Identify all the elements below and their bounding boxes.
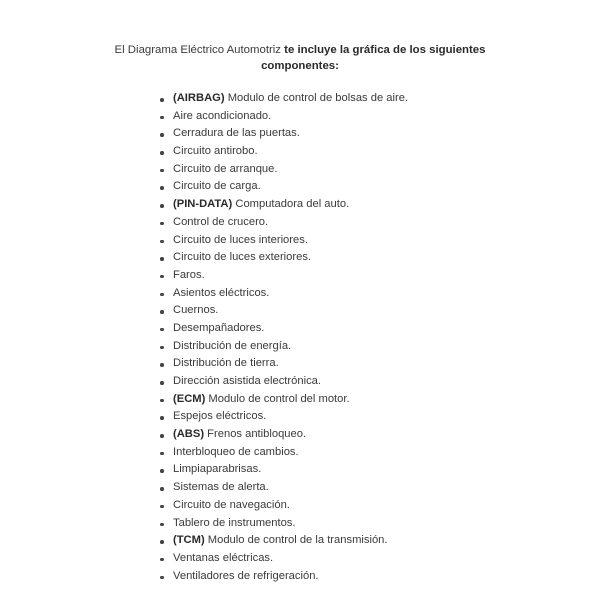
bullet-icon bbox=[160, 381, 164, 385]
bullet-icon bbox=[160, 151, 164, 155]
bullet-icon bbox=[160, 133, 164, 137]
bullet-icon bbox=[160, 540, 164, 544]
component-text: Frenos antibloqueo. bbox=[204, 428, 307, 441]
component-list-item bbox=[0, 267, 600, 285]
component-text: Desempañadores. bbox=[173, 321, 265, 334]
component-text: Distribución de tierra. bbox=[173, 357, 279, 370]
intro-line-1 bbox=[0, 42, 600, 58]
component-list-item bbox=[0, 391, 600, 409]
component-text: Circuito antirobo. bbox=[173, 145, 258, 158]
bullet-icon bbox=[160, 222, 164, 226]
component-list-item bbox=[0, 426, 600, 444]
bullet-icon bbox=[160, 576, 164, 580]
component-list-item bbox=[0, 355, 600, 373]
component-text: Faros. bbox=[173, 268, 205, 281]
component-text: Circuito de luces interiores. bbox=[173, 233, 308, 246]
component-list-item bbox=[0, 249, 600, 267]
bullet-icon bbox=[160, 363, 164, 367]
component-text: Circuito de carga. bbox=[173, 180, 261, 193]
component-list-item bbox=[0, 479, 600, 497]
component-text: Tablero de instrumentos. bbox=[173, 516, 296, 529]
component-list-item bbox=[0, 302, 600, 320]
component-tag: (ECM) bbox=[173, 392, 206, 405]
component-text: Cuernos. bbox=[173, 304, 219, 317]
component-list-item bbox=[0, 461, 600, 479]
bullet-icon bbox=[160, 186, 164, 190]
component-list bbox=[0, 90, 600, 585]
bullet-icon bbox=[160, 293, 164, 297]
component-list-item bbox=[0, 161, 600, 179]
component-tag: (PIN-DATA) bbox=[173, 198, 233, 211]
bullet-icon bbox=[160, 169, 164, 173]
component-text: Ventanas eléctricas. bbox=[173, 551, 274, 564]
component-text: Asientos eléctricos. bbox=[173, 286, 270, 299]
component-list-item bbox=[0, 515, 600, 533]
component-text: Interbloqueo de cambios. bbox=[173, 445, 299, 458]
component-text: Circuito de arranque. bbox=[173, 162, 278, 175]
component-list-item bbox=[0, 532, 600, 550]
component-list-item bbox=[0, 143, 600, 161]
component-text: Modulo de control del motor. bbox=[205, 392, 350, 405]
bullet-icon bbox=[160, 523, 164, 527]
component-list-item bbox=[0, 444, 600, 462]
bullet-icon bbox=[160, 399, 164, 403]
intro-normal-text: El Diagrama Eléctrico Automotriz bbox=[114, 44, 285, 56]
bullet-icon bbox=[160, 346, 164, 350]
component-list-item bbox=[0, 214, 600, 232]
bullet-icon bbox=[160, 434, 164, 438]
component-text: Limpiaparabrisas. bbox=[173, 463, 262, 476]
intro-bold-text: te incluye la gráfica de los siguientes bbox=[284, 44, 486, 56]
component-text: Distribución de energía. bbox=[173, 339, 292, 352]
component-text: Aire acondicionado. bbox=[173, 109, 272, 122]
component-text: Circuito de luces exteriores. bbox=[173, 251, 312, 264]
bullet-icon bbox=[160, 204, 164, 208]
bullet-icon bbox=[160, 469, 164, 473]
component-text: Modulo de control de la transmisión. bbox=[204, 534, 388, 547]
bullet-icon bbox=[160, 275, 164, 279]
component-tag: (AIRBAG) bbox=[173, 92, 225, 104]
component-text: Circuito de navegación. bbox=[173, 498, 290, 511]
bullet-icon bbox=[160, 505, 164, 509]
intro-line-2: componentes: bbox=[261, 60, 339, 72]
component-list-item bbox=[0, 108, 600, 126]
component-list-item bbox=[0, 285, 600, 303]
bullet-icon bbox=[160, 328, 164, 332]
component-text: Dirección asistida electrónica. bbox=[173, 375, 321, 387]
bullet-icon bbox=[160, 452, 164, 456]
component-text: Sistemas de alerta. bbox=[173, 481, 269, 494]
component-text: Espejos eléctricos. bbox=[173, 410, 267, 423]
component-list-item bbox=[0, 373, 600, 391]
component-text: Computadora del auto. bbox=[232, 198, 350, 211]
component-text: Cerradura de las puertas. bbox=[173, 127, 300, 140]
component-list-item bbox=[0, 232, 600, 250]
component-list-item bbox=[0, 90, 600, 108]
component-text: Control de crucero. bbox=[173, 215, 269, 228]
component-list-item bbox=[0, 497, 600, 515]
component-list-item bbox=[0, 320, 600, 338]
component-list-item bbox=[0, 568, 600, 586]
intro-paragraph bbox=[0, 42, 600, 74]
bullet-icon bbox=[160, 558, 164, 562]
component-list-item bbox=[0, 550, 600, 568]
component-list-item bbox=[0, 196, 600, 214]
component-list-item bbox=[0, 125, 600, 143]
component-list-item bbox=[0, 408, 600, 426]
bullet-icon bbox=[160, 116, 164, 120]
bullet-icon bbox=[160, 257, 164, 261]
bullet-icon bbox=[160, 416, 164, 420]
bullet-icon bbox=[160, 310, 164, 314]
component-list-item bbox=[0, 178, 600, 196]
component-tag: (ABS) bbox=[173, 428, 205, 441]
bullet-icon bbox=[160, 240, 164, 244]
component-list-item bbox=[0, 338, 600, 356]
component-tag: (TCM) bbox=[173, 534, 205, 547]
bullet-icon bbox=[160, 487, 164, 491]
component-text: Modulo de control de bolsas de aire. bbox=[224, 92, 409, 104]
bullet-icon bbox=[160, 98, 164, 102]
component-text: Ventiladores de refrigeración. bbox=[173, 569, 319, 582]
